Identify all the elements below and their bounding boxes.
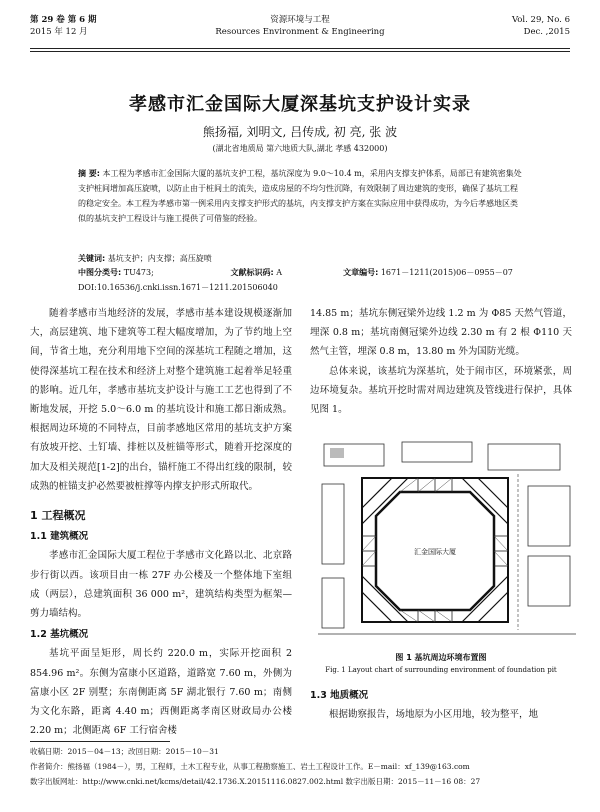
classification-line [78, 266, 522, 280]
article-no-value: 1671－1211(2015)06－0955－07 [380, 268, 513, 277]
journal-name-cn: 资源环境与工程 [270, 15, 330, 25]
intro-paragraph: 随着孝感市当地经济的发展，孝感市基本建设规模逐渐加大，高层建筑、地下建筑等工程大幅度增加，为了节约地上空间，节省土地，充分利用地下空间的深基坑工程随之增加，这使得深基坑工程在技术和经济上对整个建筑施工起着举足轻重的影响。近几年，孝感市基坑支护设计与施工工艺也得到了不断地发展，开挖 5.0～6.0 m 的基坑设计和施工都日渐成熟。根据周边环境的不同特点，目前孝感地区常用的基坑支护方案有放坡开挖、土钉墙、排桩以及桩锚等形式，随着开挖深度的加大及相关规范[1-2]的出台，锚杆施工不得出红线的限制，较成熟的桩锚支护必然要被桩撑等内撑支护形式所取代。 [30, 308, 292, 492]
clc-value: TU473; [123, 268, 154, 277]
pit-surroundings-paragraph: 14.85 m；基坑东侧冠梁外边线 1.2 m 为 Φ85 天然气管道，埋深 0.8 m；基坑南侧冠梁外边线 2.30 m 有 2 根 Φ110 天然气主管，埋深 0.8 m，13.80 m 外为国防光缆。 [310, 308, 572, 358]
running-header [30, 14, 570, 46]
footnote-rule [30, 741, 170, 742]
affiliation: (湖北省地质局 第六地质大队,湖北 孝感 432000) [212, 144, 388, 153]
volume-issue-en: Vol. 29, No. 6 [511, 15, 570, 25]
abstract-text: 本工程为孝感市汇金国际大厦的基坑支护工程，基坑深度为 9.0～10.4 m，采用内支撑支护体系，局部已有建筑密集处支护桩间增加高压旋喷，以防止由于桩间土的流失，造成房屋的不均匀性沉降，有效限制了周边建筑的变形，确保了基坑工程的稳定安全。本工程为孝感市第一例采用内支撑支护形式的基坑，内支撑支护方案在实际应用中获得成功，为今后孝感地区类似的基坑支护工程设计与施工提供了可借鉴的经验。 [78, 169, 522, 223]
geology-paragraph: 根据勘察报告，场地原为小区用地，较为整平，地 [329, 709, 539, 721]
clc-block [78, 266, 228, 280]
author-list: 熊扬福, 刘明文, 吕传成, 初 亮, 张 波 [202, 125, 398, 139]
doi-line: DOI:10.16536/j.cnki.issn.1671－1211.201506040 [78, 283, 278, 292]
abstract [78, 166, 522, 226]
right-column-bottom [310, 684, 572, 724]
figure-caption-cn: 图 1 基坑周边环境布置图 [395, 653, 487, 662]
header-rule-2 [30, 51, 570, 52]
doc-code-label: 文献标识码: [230, 268, 274, 277]
right-column-top [310, 304, 572, 419]
section-heading-1: 1 工程概况 [30, 509, 86, 523]
date-cn: 2015 年 12 月 [30, 27, 88, 37]
article-no-block [343, 266, 513, 280]
keywords-text: 基坑支护；内支撑；高压旋喷 [107, 254, 212, 263]
doc-code-value: A [276, 268, 283, 277]
left-column [30, 304, 292, 740]
figure-1-site-layout [318, 438, 576, 648]
figure-background [318, 438, 576, 648]
header-center [30, 14, 570, 38]
summary-paragraph: 总体来说，该基坑为深基坑，处于闹市区，环境紧张，周边环境复杂。基坑开挖时需对周边建筑及管线进行保护，具体见图 1。 [310, 365, 572, 416]
volume-issue-cn: 第 29 卷 第 6 期 [30, 15, 97, 25]
building-overview-paragraph: 孝感市汇金国际大厦工程位于孝感市文化路以北、北京路步行街以西。该项目由一栋 27F 办公楼及一个整体地下室组成（两层），总建筑面积 36 000 m²，建筑结构类型为框架—剪力墙结构。 [30, 550, 292, 620]
subsection-heading-1-2: 1.2 基坑概况 [30, 629, 89, 641]
figure-center-label: 汇金国际大厦 [414, 548, 456, 556]
header-right [512, 14, 570, 38]
pit-overview-paragraph: 基坑平面呈矩形，周长约 220.0 m，实际开挖面积 2 854.96 m²。东侧为富康小区道路，道路宽 7.60 m，外侧为富康小区 2F 别墅；东南侧距离 5F 湖北银行 7.60 m；南侧为文化东路，距离 4.40 m；西侧距离孝南区财政局办公楼 2.20 m；北侧距离 6F 工行宿舍楼 [30, 648, 292, 737]
subsection-heading-1-3: 1.3 地质概况 [310, 690, 369, 701]
doc-code-block [231, 266, 341, 280]
author-bio: 作者简介：熊扬福（1984－），男，工程师，土木工程专业，从事工程勘察施工、岩土工程设计工作。E－mail：xf_139@163.com [30, 762, 470, 771]
date-en: Dec. ,2015 [523, 27, 570, 37]
keywords-line [78, 251, 522, 266]
footnote [30, 744, 570, 789]
online-publication: 数字出版网址：http://www.cnki.net/kcms/detail/42.1736.X.20151116.0827.002.html 数字出版日期：2015－11－16 08：27 [30, 777, 481, 786]
clc-label: 中图分类号: [78, 268, 122, 277]
keywords-label: 关键词: [78, 254, 106, 263]
journal-name-en: Resources Environment & Engineering [215, 27, 385, 37]
received-dates: 收稿日期：2015－04－13；改回日期：2015－10－31 [30, 747, 219, 756]
article-no-label: 文章编号: [343, 268, 379, 277]
subsection-heading-1-1: 1.1 建筑概况 [30, 531, 89, 543]
abstract-label: 摘 要: [78, 169, 100, 178]
north-building-block [330, 448, 344, 458]
figure-caption-en: Fig. 1 Layout chart of surrounding environment of foundation pit [325, 666, 557, 674]
article-title: 孝感市汇金国际大厦深基坑支护设计实录 [129, 94, 471, 115]
header-rule [30, 48, 570, 49]
